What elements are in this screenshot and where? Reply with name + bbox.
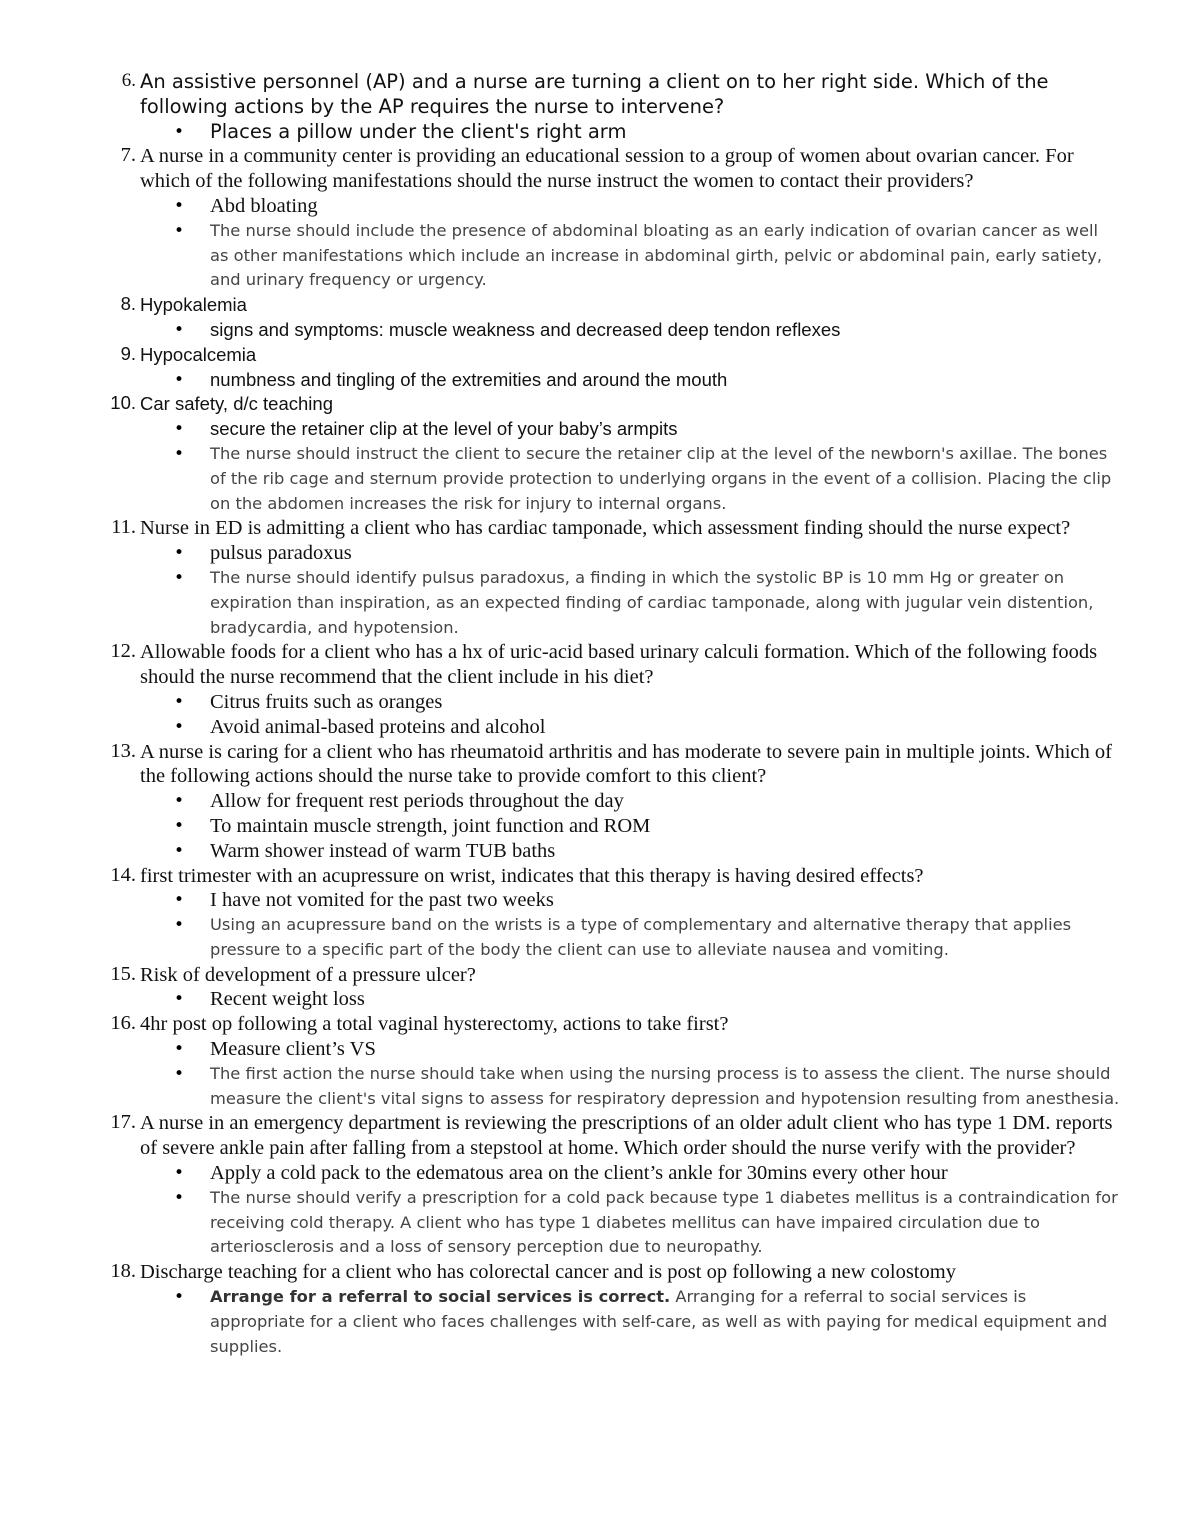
answer-bullet: [0, 814, 1190, 839]
question-text: Discharge teaching for a client who has colorectal cancer and is post op following a new colostomy: [140, 1261, 956, 1284]
list-item: [0, 1012, 1190, 1037]
explanation-bullet: [0, 913, 1190, 963]
bullet-text: Citrus fruits such as oranges: [210, 690, 443, 713]
bullet-icon: •: [174, 121, 185, 142]
answer-bullet: [0, 839, 1190, 864]
bullet-icon: •: [174, 543, 185, 564]
list-item: [0, 144, 1190, 194]
bullet-icon: •: [174, 716, 185, 737]
question-text: Risk of development of a pressure ulcer?: [140, 963, 476, 986]
item-number: 7.: [120, 144, 136, 167]
list-item: [0, 1111, 1190, 1161]
bullet-icon: •: [174, 1163, 185, 1184]
list-item: [0, 740, 1190, 790]
question-text: Nurse in ED is admitting a client who has cardiac tamponade, which assessment finding should the nurse expect?: [140, 517, 1071, 540]
list-item: [0, 864, 1190, 889]
bullet-text: The nurse should identify pulsus paradoxus, a finding in which the systolic BP is 10 mm Hg or greater on expiration than inspiration, as an expected finding of cardiac tamponade, along with jugular vein distention, bradycardia, and hypotension.: [210, 567, 1094, 637]
list-item: [0, 392, 1190, 417]
bullet-icon: •: [174, 419, 185, 440]
bullet-icon: •: [174, 319, 185, 340]
bullet-icon: •: [174, 915, 185, 936]
question-text: first trimester with an acupressure on wrist, indicates that this therapy is having desired effects?: [140, 864, 924, 887]
list-item: [0, 343, 1190, 368]
explanation-bullet: [0, 219, 1190, 293]
item-number: 17.: [110, 1111, 136, 1134]
question-text: A nurse in an emergency department is reviewing the prescriptions of an older adult client who has type 1 DM. reports of severe ankle pain after falling from a stepstool at home. Which order should the nurse verify with the provider?: [140, 1112, 1113, 1160]
document-body: [0, 70, 1190, 1359]
bullet-icon: •: [174, 1287, 185, 1308]
bullet-icon: •: [174, 1187, 185, 1208]
list-item: [0, 516, 1190, 541]
question-text: An assistive personnel (AP) and a nurse are turning a client on to her right side. Which of the following actions by the AP requires the nurse to intervene?: [140, 70, 1049, 118]
bullet-icon: •: [174, 1063, 185, 1084]
item-number: 16.: [110, 1012, 136, 1035]
question-text: A nurse in a community center is providing an educational session to a group of women about ovarian cancer. For which of the following manifestations should the nurse instruct the women to contact their providers?: [140, 145, 1074, 193]
list-item: [0, 640, 1190, 690]
bullet-icon: •: [174, 691, 185, 712]
item-number: 15.: [110, 962, 136, 985]
bullet-icon: •: [174, 369, 185, 390]
bullet-text: Warm shower instead of warm TUB baths: [210, 839, 556, 862]
bullet-text: The first action the nurse should take when using the nursing process is to assess the client. The nurse should measure the client's vital signs to assess for respiratory depression and hypotension resulting from anesthesia.: [210, 1063, 1120, 1108]
bullet-icon: •: [174, 1039, 185, 1060]
item-number: 8.: [120, 293, 136, 315]
bullet-icon: •: [174, 443, 185, 464]
bullet-text: signs and symptoms: muscle weakness and decreased deep tendon reflexes: [210, 318, 841, 340]
bold-prefix: Arrange for a referral to social services is correct.: [210, 1287, 671, 1307]
item-number: 10.: [110, 392, 136, 414]
question-text: Allowable foods for a client who has a hx of uric-acid based urinary calculi formation. Which of the following foods should the nurse recommend that the client include in his diet?: [140, 641, 1098, 689]
answer-bullet: [0, 1037, 1190, 1062]
answer-bullet: [0, 1161, 1190, 1186]
bullet-text: Abd bloating: [210, 194, 318, 217]
answer-bullet: [0, 417, 1190, 442]
bullet-text: Allow for frequent rest periods throughout the day: [210, 790, 624, 813]
item-number: 9.: [120, 342, 136, 364]
item-number: 6.: [121, 70, 136, 91]
bullet-text: Places a pillow under the client's right arm: [210, 119, 627, 143]
list-item: [0, 1260, 1190, 1285]
item-number: 14.: [110, 863, 136, 886]
bullet-icon: •: [174, 195, 185, 216]
bullet-text: I have not vomited for the past two weeks: [210, 889, 554, 912]
bullet-text: Measure client’s VS: [210, 1038, 376, 1061]
explanation-bullet: [0, 442, 1190, 516]
bullet-icon: •: [174, 815, 185, 836]
bullet-text: secure the retainer clip at the level of your baby’s armpits: [210, 418, 678, 440]
item-number: 13.: [110, 739, 136, 762]
explanation-bullet: [0, 1062, 1190, 1112]
bullet-text: The nurse should verify a prescription for a cold pack because type 1 diabetes mellitus is a contraindication for receiving cold therapy. A client who has type 1 diabetes mellitus can have impaired circulation due to arteriosclerosis and a loss of sensory perception due to neuropathy.: [210, 1187, 1118, 1257]
question-text: Hypocalcemia: [140, 343, 257, 365]
list-item: [0, 293, 1190, 318]
question-text: Car safety, d/c teaching: [140, 393, 333, 415]
answer-bullet: [0, 318, 1190, 343]
explanation-bullet: [0, 1285, 1190, 1359]
bullet-text: pulsus paradoxus: [210, 542, 352, 565]
explanation-bullet: [0, 1186, 1190, 1260]
answer-bullet: [0, 194, 1190, 219]
question-text: Hypokalemia: [140, 294, 247, 316]
bullet-text: numbness and tingling of the extremities and around the mouth: [210, 368, 728, 390]
answer-bullet: [0, 888, 1190, 913]
bullet-icon: •: [174, 220, 185, 241]
bullet-text: Arranging for a referral to social services is appropriate for a client who faces challenges with self-care, as well as with paying for medical equipment and supplies.: [210, 1287, 1108, 1356]
bullet-text: The nurse should include the presence of abdominal bloating as an early indication of ovarian cancer as well as other manifestations which include an increase in abdominal girth, pelvic or abdominal pain, early satiety, and urinary frequency or urgency.: [210, 220, 1103, 290]
answer-bullet: [0, 987, 1190, 1012]
list-item: [0, 963, 1190, 988]
bullet-text: The nurse should instruct the client to secure the retainer clip at the level of the newborn's axillae. The bones of the rib cage and sternum provide protection to underlying organs in the event of a collision. Placing the clip on the abdomen increases the risk for injury to internal organs.: [210, 443, 1112, 513]
answer-bullet: [0, 541, 1190, 566]
question-text: 4hr post op following a total vaginal hysterectomy, actions to take first?: [140, 1013, 729, 1036]
bullet-text: Recent weight loss: [210, 988, 365, 1011]
bullet-text: Using an acupressure band on the wrists is a type of complementary and alternative therapy that applies pressure to a specific part of the body the client can use to alleviate nausea and vomiting.: [210, 915, 1072, 959]
item-number: 12.: [110, 640, 136, 663]
bullet-icon: •: [174, 989, 185, 1010]
bullet-icon: •: [174, 840, 185, 861]
bullet-icon: •: [174, 890, 185, 911]
bullet-icon: •: [174, 791, 185, 812]
answer-bullet: [0, 120, 1190, 145]
question-text: A nurse is caring for a client who has rheumatoid arthritis and has moderate to severe pain in multiple joints. Which of the following actions should the nurse take to provide comfort to this client?: [140, 740, 1112, 788]
answer-bullet: [0, 690, 1190, 715]
item-number: 18.: [110, 1260, 136, 1283]
answer-bullet: [0, 789, 1190, 814]
list-item: [0, 70, 1190, 120]
item-number: 11.: [111, 516, 136, 539]
bullet-icon: •: [174, 567, 185, 588]
answer-bullet: [0, 715, 1190, 740]
answer-bullet: [0, 368, 1190, 393]
bullet-text: Avoid animal-based proteins and alcohol: [210, 715, 546, 738]
bullet-text: Apply a cold pack to the edematous area on the client’s ankle for 30mins every other hour: [210, 1162, 948, 1185]
explanation-bullet: [0, 566, 1190, 640]
bullet-text: To maintain muscle strength, joint function and ROM: [210, 814, 651, 837]
